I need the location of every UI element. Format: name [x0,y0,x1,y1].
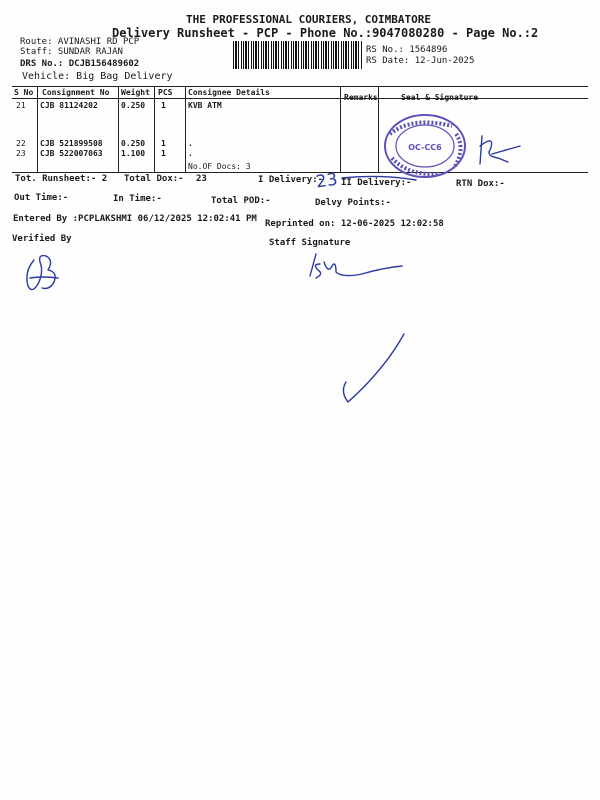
out-time-label: Out Time:- [14,193,69,203]
stamp-code: OC-CC6 [408,143,442,152]
rs-number: RS No.: 1564896 [366,45,448,55]
row-pcs: 1 [161,101,166,110]
header-sno: S No [14,88,34,97]
reprinted-on: Reprinted on: 12-06-2025 12:02:58 [265,219,444,229]
drs-number: DRS No.: DCJB156489602 [20,59,140,69]
total-pod-label: Total POD:- [211,196,271,206]
row-consignee: KVB ATM [188,101,222,110]
header-weight: Weight [121,88,150,97]
rs-date: RS Date: 12-Jun-2025 [366,56,475,66]
col-divider [118,86,119,172]
delvy-points-label: Delvy Points:- [315,198,391,208]
header-consignee: Consignee Details [188,88,270,97]
table-header-border [12,98,588,99]
check-mark [334,330,410,410]
ii-delivery-label: II Delivery:- [341,178,412,188]
row-weight: 1.100 [121,149,146,158]
strike-line [300,170,420,192]
row-sno: 23 [16,149,26,158]
row-weight: 0.250 [121,101,146,110]
col-divider [37,86,38,172]
vehicle-label: Vehicle: Big Bag Delivery [22,71,173,82]
verifier-signature [18,248,68,296]
company-name: THE PROFESSIONAL COURIERS, COIMBATORE [186,13,432,26]
row-pcs: 1 [161,139,166,148]
no-of-docs: No.OF Docs: 3 [188,162,251,171]
header-seal: Seal & Signature [401,93,479,102]
recipient-signature [468,128,528,168]
col-divider [185,86,186,172]
staff-label: Staff: SUNDAR RAJAN [20,47,123,57]
header-consignment: Consignment No [42,88,110,97]
staff-signature-label: Staff Signature [269,238,351,248]
col-divider [378,86,379,172]
col-divider [340,86,341,172]
barcode [233,41,363,69]
row-consignment: CJB 521899508 [40,139,103,148]
row-consignment: CJB 81124202 [40,101,98,110]
runsheet-title: Delivery Runsheet - PCP - Phone No.:9047080280 - Page No.:2 [112,26,539,40]
i-delivery-label: I Delivery:- [258,175,324,185]
row-sno: 22 [16,139,26,148]
col-divider [154,86,155,172]
total-dox-value: 23 [196,174,207,184]
header-remarks: Remarks [344,93,378,102]
row-consignee: . [188,149,193,158]
row-consignee: . [188,139,193,148]
rtn-dox-label: RTN Dox:- [456,179,505,189]
i-delivery-handwritten: 23 [314,169,339,193]
row-pcs: 1 [161,149,166,158]
total-runsheet: Tot. Runsheet:- 2 [15,174,108,184]
staff-signature [302,250,406,284]
in-time-label: In Time:- [113,194,162,204]
row-weight: 0.250 [121,139,146,148]
entered-by: Entered By :PCPLAKSHMI 06/12/2025 12:02:41 PM [13,214,257,224]
total-dox-label: Total Dox:- [124,174,184,184]
table-top-border [12,86,588,87]
row-consignment: CJB 522007063 [40,149,103,158]
row-sno: 21 [16,101,26,110]
route-label: Route: AVINASHI RD PCP [20,37,140,47]
header-pcs: PCS [158,88,173,97]
verified-by-label: Verified By [12,234,72,244]
